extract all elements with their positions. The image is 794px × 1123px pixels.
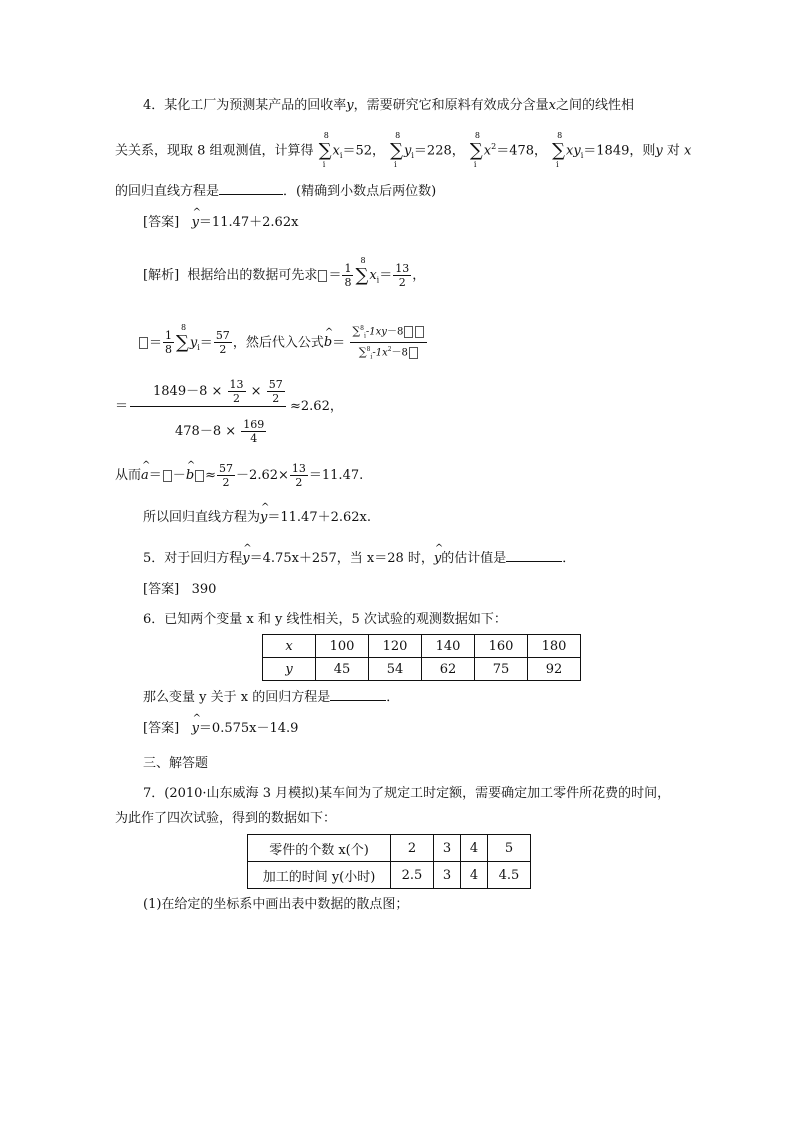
frac-57-2: $\frac{57}{2}$	[215, 329, 230, 357]
q4-var-y: y	[346, 98, 354, 113]
frac-1-8: $\frac{1}{8}$	[344, 262, 352, 289]
calc-result: ≈2.62，	[290, 399, 343, 414]
q4-line1-text: 4．某化工厂为预测某产品的回收率	[143, 98, 347, 113]
table-cell: 92	[528, 658, 581, 681]
q4-answer	[143, 214, 298, 232]
table-row	[263, 658, 581, 681]
answer-blank[interactable]	[330, 688, 386, 701]
q7-part1: (1)在给定的坐标系中画出表中数据的散点图；	[143, 897, 409, 912]
table-row	[248, 835, 531, 862]
table-cell: 零件的个数 x(个)	[248, 835, 391, 862]
table-cell: 120	[369, 635, 422, 658]
table-cell: 180	[528, 635, 581, 658]
calc-fraction-bar	[130, 406, 286, 407]
q4-line1-text-b: ，需要研究它和原料有效成分含量	[353, 98, 549, 113]
q7-line1: 7．(2010·山东威海 3 月模拟)某车间为了规定工时定额，需要确定加工零件所花费的时间，	[143, 786, 671, 801]
table-cell: 3	[434, 862, 461, 889]
sum4-value: ＝1849，则	[583, 143, 656, 159]
frac-13-2: $\frac{13}{2}$	[395, 262, 410, 289]
q6-data-table	[262, 634, 581, 681]
q4-analysis-line2: ＝ $\frac{1}{8}$ ∑ 8 $y_i=$ $\frac{57}{2}$ ，然后代入公式^ b＝ $\frac{\sum^8_i-1xy-8}{\sum^8_i-1x^2-8}$	[138, 322, 428, 364]
calc-equals: ＝	[115, 399, 129, 414]
y-hat: ^ y	[192, 214, 199, 232]
q6-question-2: 那么变量 y 关于 x 的回归方程是 ．	[143, 690, 400, 705]
table-cell: 140	[422, 635, 475, 658]
section-title: 三、解答题	[143, 756, 209, 771]
table-cell: 100	[316, 635, 369, 658]
q4-line1-text-c: 之间的线性相	[556, 98, 635, 113]
table-cell: 62	[422, 658, 475, 681]
x-bar-placeholder	[318, 270, 327, 282]
q5-answer: [答案] 390	[143, 582, 217, 597]
sum-symbol-1: ∑ 8 i	[318, 130, 332, 169]
calc-denominator: 478－8 × $\frac{169}{4}$	[175, 418, 265, 445]
table-cell: 加工的时间 y(小时)	[248, 862, 391, 889]
frac-169-4: $\frac{169}{4}$	[243, 418, 265, 445]
q5-question: 5．对于回归方程^ y＝4.75x＋257，当 x＝28 时，^ y的估计值是 ．	[143, 549, 575, 568]
table-cell: 4	[461, 862, 488, 889]
sum-symbol-5: ∑ 8	[355, 255, 369, 286]
answer-blank[interactable]	[219, 182, 283, 195]
q4-line3: 的回归直线方程是 ．(精确到小数点后两位数)	[115, 184, 437, 199]
q5-answer-value: 390	[191, 582, 217, 597]
answer-blank[interactable]	[506, 549, 562, 562]
table-row	[263, 635, 581, 658]
y-bar-placeholder	[139, 337, 148, 349]
sum-symbol-2: ∑ 8 i	[390, 130, 403, 169]
q7-line2: 为此作了四次试验，得到的数据如下：	[115, 811, 337, 826]
q7-data-table	[247, 834, 531, 889]
q4-line2: 关关系，现取 8 组观测值，计算得 ∑ 8 i $x_i=52$， ∑ 8 i $y_i=228$， ∑ 8 i $x^2=478$， ∑ 8 i $xy_i=1849$，则y 对 x	[115, 130, 692, 169]
calc-numerator: 1849－8 × $\frac{13}{2}$ × $\frac{57}{2}$	[153, 378, 283, 405]
answer-value: ＝11.47＋2.62x	[198, 215, 299, 230]
b-formula: $\frac{\sum^8_i-1xy-8}{\sum^8_i-1x^2-8}$	[350, 322, 427, 364]
table-row	[248, 862, 531, 889]
table-cell: 75	[475, 658, 528, 681]
table-cell: 2.5	[391, 862, 434, 889]
q4-analysis-line1: [解析] 根据给出的数据可先求 ＝ $\frac{1}{8}$ ∑ 8 $x_i=$ $\frac{13}{2}$ ，	[143, 255, 426, 289]
table-cell: x	[263, 635, 316, 658]
q6-answer: [答案] ^ y＝0.575x－14.9	[143, 720, 298, 738]
table-cell: 160	[475, 635, 528, 658]
table-cell: 54	[369, 658, 422, 681]
q4-conclusion: 所以回归直线方程为^ y＝11.47＋2.62x.	[143, 509, 371, 527]
table-cell: 45	[316, 658, 369, 681]
table-cell: 4.5	[488, 862, 531, 889]
sum-symbol-4: ∑ 8 i	[552, 130, 566, 169]
sum-symbol-3: ∑ 8 i	[469, 130, 483, 169]
table-cell: 2	[391, 835, 434, 862]
table-cell: 4	[461, 835, 488, 862]
table-cell: 5	[488, 835, 531, 862]
sum2-value: ＝228，	[413, 143, 465, 159]
sum1-value: ＝52，	[342, 143, 385, 159]
q4-var-x: x	[548, 98, 556, 113]
q4-line2-text: 关关系，现取 8 组观测值，计算得	[115, 143, 314, 159]
q6-question: 6．已知两个变量 x 和 y 线性相关，5 次试验的观测数据如下：	[143, 612, 507, 627]
table-cell: 3	[434, 835, 461, 862]
table-cell: y	[263, 658, 316, 681]
q4-line1	[143, 97, 634, 115]
q4-a-line: 从而^ a＝ －^ b ≈ $\frac{57}{2}$ －2.62× $\frac{13}{2}$ ＝11.47.	[115, 462, 363, 489]
sum3-value: ＝478，	[496, 143, 548, 159]
answer-tag: [答案]	[143, 215, 180, 230]
